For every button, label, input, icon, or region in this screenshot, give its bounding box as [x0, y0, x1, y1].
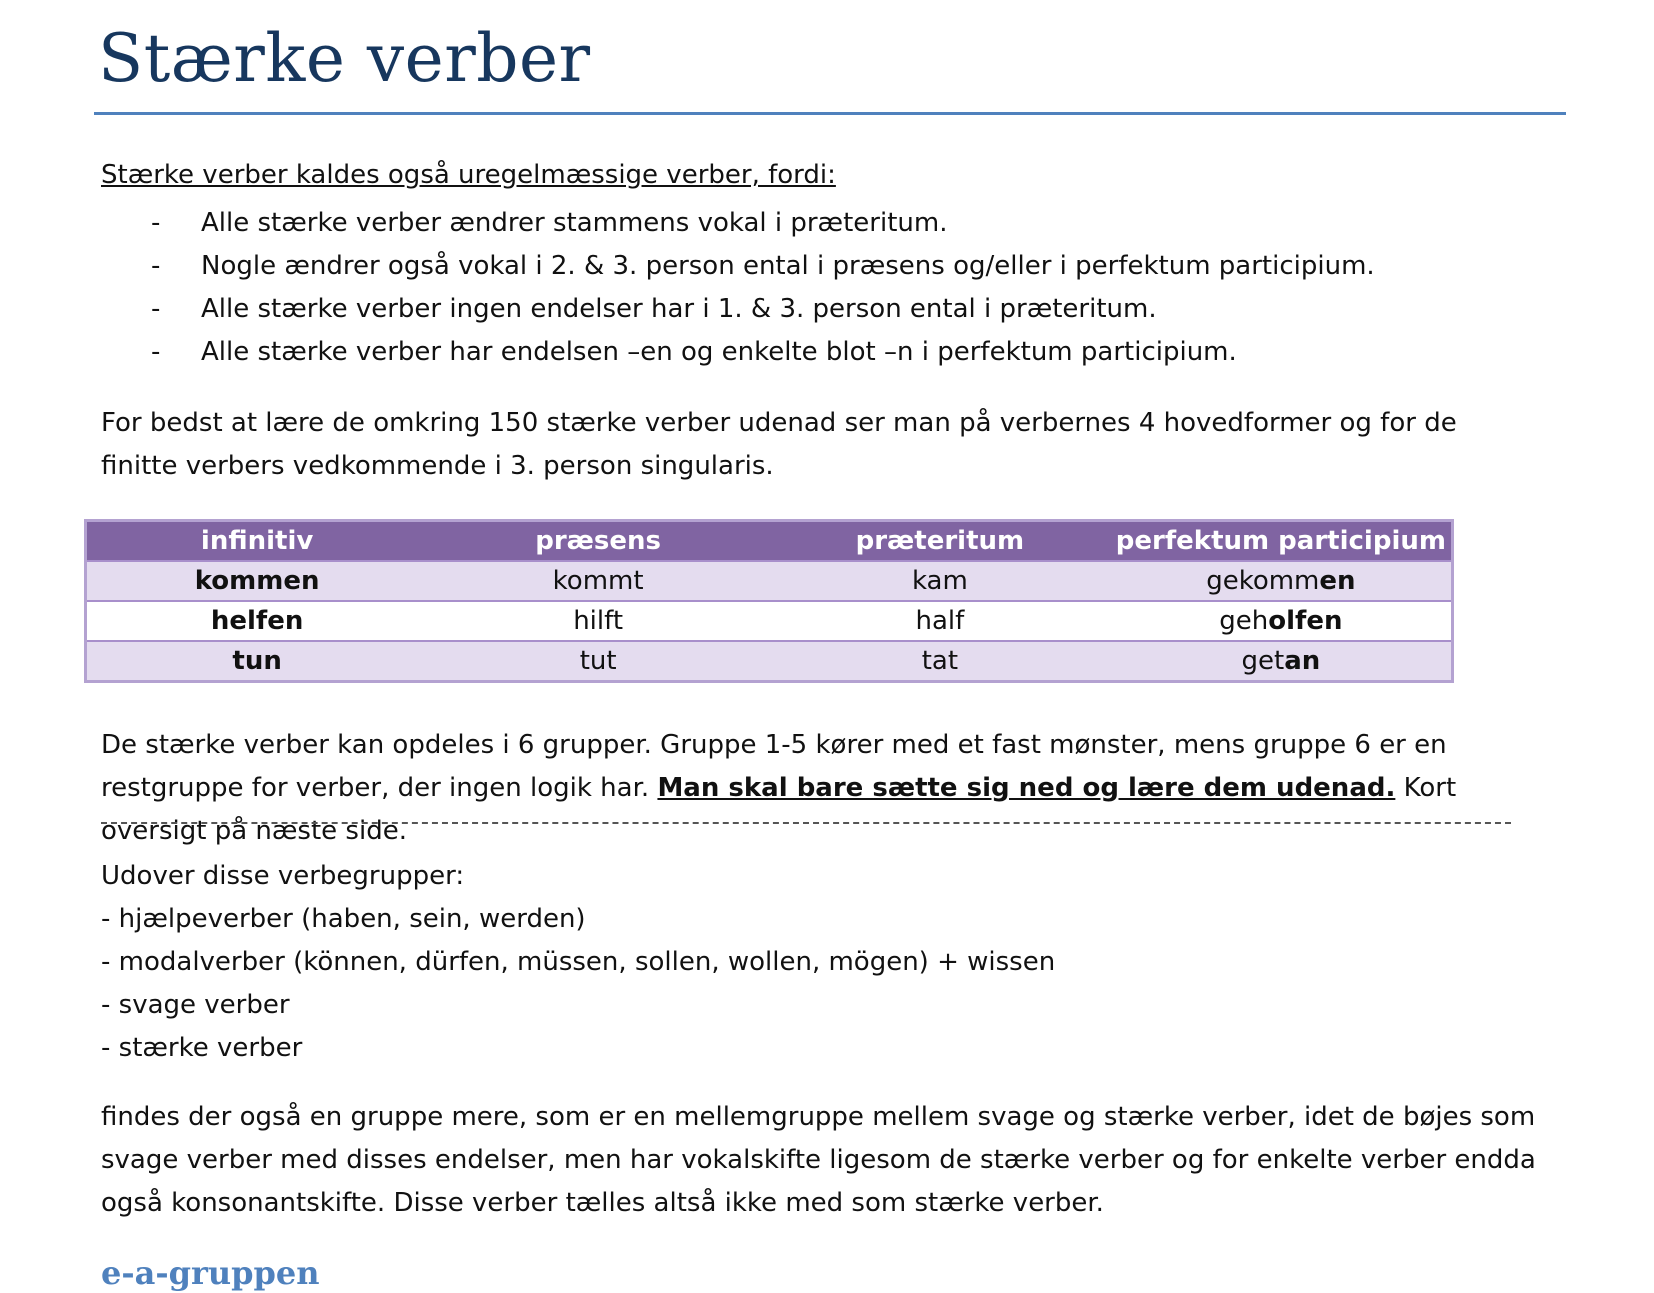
list-item: - Alle stærke verber ingen endelser har i 1. & 3. person ental i præteritum. — [101, 288, 1375, 331]
list-item: - modalverber (können, dürfen, müssen, sollen, wollen, mögen) + wissen — [101, 947, 1056, 977]
column-header: præsens — [427, 521, 769, 562]
table-cell: half — [769, 601, 1111, 641]
table-row — [86, 601, 1453, 641]
table-cell: tun — [86, 641, 428, 682]
list-item: - hjælpeverber (haben, sein, werden) — [101, 904, 586, 934]
dash-bullet: - — [151, 294, 161, 324]
dash-bullet: - — [151, 251, 161, 281]
table-header-row — [86, 521, 1453, 562]
list-item: - Alle stærke verber ændrer stammens vokal i præteritum. — [101, 202, 1375, 245]
column-header: perfektum participium — [1111, 521, 1453, 562]
table-row — [86, 641, 1453, 682]
dashed-divider — [101, 822, 1511, 824]
paragraph-verb-groups: Udover disse verbegrupper: - hjælpeverber (haben, sein, werden) - modalverber (können, dürfen, müssen, sollen, wollen, mögen) + wissen - svage verber - stærke verber — [101, 855, 1055, 1070]
paragraph-main-forms: For bedst at lære de omkring 150 stærke verber udenad ser man på verbernes 4 hovedformer og for de finitte verbers vedkommende i 3. person singularis. — [101, 408, 1457, 481]
dash-bullet: - — [151, 208, 161, 238]
table-row — [86, 561, 1453, 601]
list-item: - stærke verber — [101, 1033, 303, 1063]
rules-list — [101, 202, 1375, 374]
dash-bullet: - — [151, 337, 161, 367]
list-item: - Alle stærke verber har endelsen –en og enkelte blot –n i perfektum participium. — [101, 331, 1375, 374]
table-cell: geholfen — [1111, 601, 1453, 641]
section-heading: e-a-gruppen — [101, 1254, 320, 1292]
table-cell: getan — [1111, 641, 1453, 682]
paragraph-groups: De stærke verber kan opdeles i 6 grupper. Gruppe 1-5 kører med et fast mønster, mens gruppe 6 er en restgruppe for verber, der ingen logik har. Man skal bare sætte sig ned og lære dem udenad. Kort oversigt på næste side. — [101, 730, 1457, 846]
table-cell: kam — [769, 561, 1111, 601]
column-header: præteritum — [769, 521, 1111, 562]
page-title: Stærke verber — [98, 20, 591, 97]
table-cell: tut — [427, 641, 769, 682]
table-cell: gekommen — [1111, 561, 1453, 601]
title-underline — [94, 112, 1566, 115]
table-cell: kommt — [427, 561, 769, 601]
list-item: - svage verber — [101, 990, 290, 1020]
table-cell: helfen — [86, 601, 428, 641]
intro-heading: Stærke verber kaldes også uregelmæssige verber, fordi: — [101, 160, 836, 190]
list-item: - Nogle ændrer også vokal i 2. & 3. person ental i præsens og/eller i perfektum participium. — [101, 245, 1375, 288]
table-cell: kommen — [86, 561, 428, 601]
paragraph-mixed-group: findes der også en gruppe mere, som er en mellemgruppe mellem svage og stærke verber, idet de bøjes som svage verber med disses endelser, men har vokalskifte ligesom de stærke verber og for enkelte verber endda også konsonantskifte. Disse verber tælles altså ikke med som stærke verber. — [101, 1102, 1536, 1218]
verb-forms-table — [84, 519, 1454, 683]
table-cell: hilft — [427, 601, 769, 641]
table-cell: tat — [769, 641, 1111, 682]
column-header: infinitiv — [86, 521, 428, 562]
emphasis-text: Man skal bare sætte sig ned og lære dem udenad. — [657, 773, 1396, 803]
